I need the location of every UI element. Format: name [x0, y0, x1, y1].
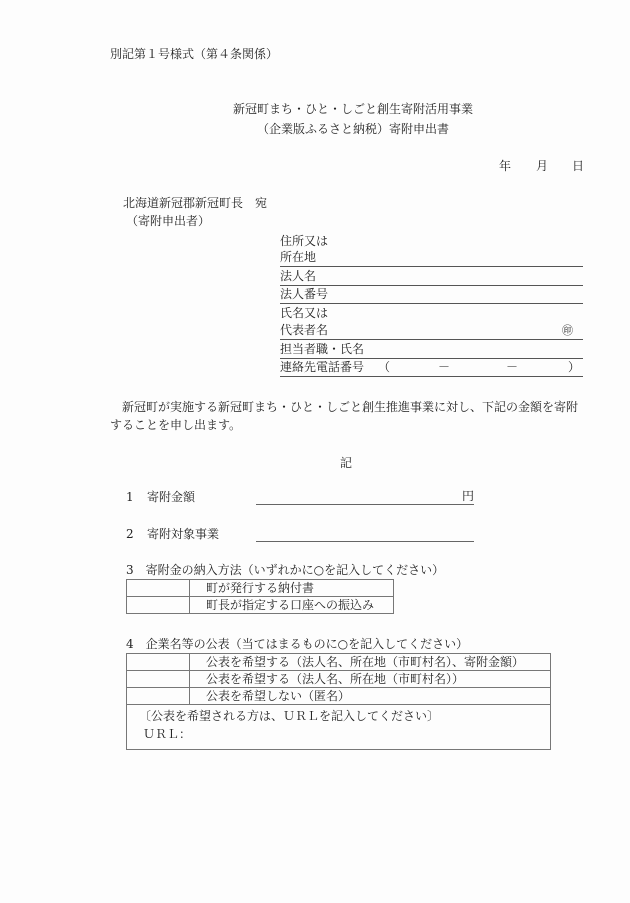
- phone-number-label: 連絡先電話番号: [280, 360, 365, 374]
- phone-number-field[interactable]: [280, 358, 583, 377]
- representative-name-field[interactable]: [280, 321, 583, 340]
- disclosure-option-2-mark-cell[interactable]: [127, 671, 190, 688]
- url-label: ＵＲＬ：: [143, 727, 192, 741]
- amount-input[interactable]: [256, 488, 474, 505]
- url-field[interactable]: [139, 725, 550, 743]
- payment-method-table: [126, 579, 394, 614]
- date-month-label: 月: [536, 159, 549, 173]
- address-label-top: 住所又は: [280, 234, 329, 248]
- item-project-number: 2: [126, 527, 134, 541]
- applicant-label: （寄附申出者）: [126, 214, 211, 228]
- page-title-line1: 新冠町まち・ひと・しごと創生寄附活用事業: [232, 102, 473, 116]
- url-note: 〔公表を希望される方は、ＵＲＬを記入してください〕: [139, 709, 440, 723]
- payment-method-heading: 3 寄附金の納入方法（いずれかに○を記入してください）: [126, 563, 445, 577]
- amount-unit: 円: [461, 489, 474, 503]
- address-field[interactable]: [280, 248, 583, 267]
- page-title-line2: （企業版ふるさと納税）寄附申出書: [256, 122, 449, 136]
- payment-option-row: [127, 580, 394, 597]
- payment-option-1-label: 町が発行する納付書: [190, 580, 394, 597]
- form-number: 別記第１号様式（第４条関係）: [110, 47, 279, 61]
- payment-option-1-mark-cell[interactable]: [127, 580, 190, 597]
- contact-person-label: 担当者職・氏名: [280, 342, 365, 356]
- corporate-number-field[interactable]: [280, 285, 583, 304]
- ki-heading: 記: [340, 456, 353, 470]
- disclosure-option-row: [127, 671, 551, 688]
- url-row: [127, 705, 551, 750]
- url-cell[interactable]: [127, 705, 551, 750]
- project-input[interactable]: [256, 525, 474, 542]
- date-day-label: 日: [572, 159, 585, 173]
- phone-open-paren: （: [378, 360, 391, 374]
- contact-person-field[interactable]: [280, 340, 583, 359]
- phone-close-paren: ）: [568, 360, 581, 374]
- address-label: 所在地: [280, 250, 317, 264]
- disclosure-option-row: [127, 654, 551, 671]
- phone-dash-1: －: [438, 360, 451, 374]
- body-text-line2: することを申し出ます。: [110, 418, 242, 432]
- payment-option-row: [127, 597, 394, 614]
- corporate-number-label: 法人番号: [280, 287, 329, 301]
- corporate-name-field[interactable]: [280, 267, 583, 286]
- item-project-label: 寄附対象事業: [147, 527, 220, 541]
- disclosure-option-1-label: 公表を希望する（法人名、所在地（市町村名）、寄附金額）: [190, 654, 551, 671]
- disclosure-option-2-label: 公表を希望する（法人名、所在地（市町村名））: [190, 671, 551, 688]
- addressee: 北海道新冠郡新冠町長 宛: [123, 196, 268, 210]
- disclosure-option-1-mark-cell[interactable]: [127, 654, 190, 671]
- disclosure-option-3-label: 公表を希望しない（匿名）: [190, 688, 551, 705]
- item-amount-label: 寄附金額: [147, 490, 196, 504]
- corporate-name-label: 法人名: [280, 269, 317, 283]
- disclosure-heading: 4 企業名等の公表（当てはまるものに○を記入してください）: [126, 637, 469, 651]
- disclosure-table: [126, 653, 551, 750]
- body-text-line1: 新冠町が実施する新冠町まち・ひと・しごと創生推進事業に対し、下記の金額を寄附: [110, 400, 579, 414]
- payment-option-2-label: 町長が指定する口座への振込み: [190, 597, 394, 614]
- disclosure-option-row: [127, 688, 551, 705]
- disclosure-option-3-mark-cell[interactable]: [127, 688, 190, 705]
- representative-name-label: 代表者名: [280, 323, 329, 337]
- representative-label-top: 氏名又は: [280, 306, 329, 320]
- phone-dash-2: －: [506, 360, 519, 374]
- date-year-label: 年: [499, 159, 512, 173]
- item-amount-number: 1: [126, 490, 134, 504]
- payment-option-2-mark-cell[interactable]: [127, 597, 190, 614]
- seal-icon: ㊞: [562, 324, 573, 337]
